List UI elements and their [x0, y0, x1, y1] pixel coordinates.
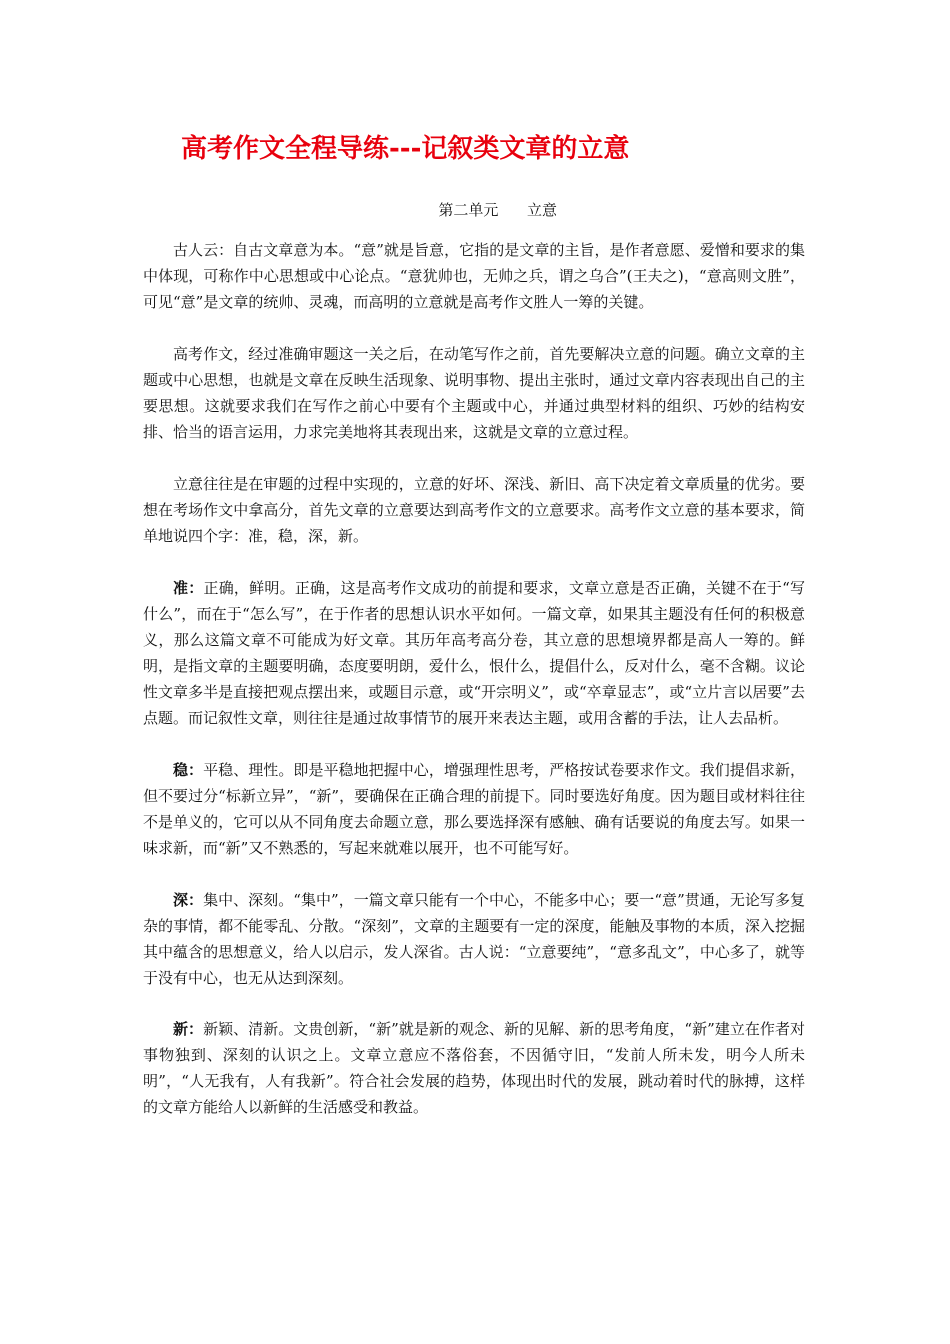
paragraph-text: 正确，鲜明。正确，这是高考作文成功的前提和要求，文章立意是否正确，关键不在于“写什么”，而在于“怎么写”，在于作者的思想认识水平如何。一篇文章，如果其主题没有任何的积极意义，那么这篇文章不可能成为好文章。其历年高考高分卷，其立意的思想境界都是高人一筹的。鲜明，是指文章的主题要明确，态度要明朗，爱什么，恨什么，提倡什么，反对什么，毫不含糊。议论性文章多半是直接把观点摆出来，或题目示意，或“开宗明义”，或“卒章显志”，或“立片言以居要”去点题。而记叙性文章，则往往是通过故事情节的展开来表达主题，或用含蓄的手法，让人去品析。 [143, 579, 805, 727]
paragraph-text: 立意往往是在审题的过程中实现的，立意的好坏、深浅、新旧、高下决定着文章质量的优劣。要想在考场作文中拿高分，首先文章的立意要达到高考作文的立意要求。高考作文立意的基本要求，简单地说四个字：准，稳，深，新。 [143, 475, 805, 545]
document-page [143, 128, 805, 1146]
paragraph-new [143, 1016, 805, 1120]
paragraph-accurate [143, 575, 805, 731]
paragraph-deep [143, 887, 805, 991]
paragraph-lead: 稳： [173, 761, 204, 779]
paragraph-lead: 新： [173, 1020, 204, 1038]
paragraph-text: 集中、深刻。“集中”，一篇文章只能有一个中心，不能多中心；要一“意”贯通，无论写多复杂的事情，都不能零乱、分散。“深刻”，文章的主题要有一定的深度，能触及事物的本质，深入挖掘其中蕴含的思想意义，给人以启示，发人深省。古人说：“立意要纯”，“意多乱文”，中心多了，就等于没有中心，也无从达到深刻。 [143, 891, 805, 987]
paragraph-process [143, 341, 805, 445]
paragraph-text: 高考作文，经过准确审题这一关之后，在动笔写作之前，首先要解决立意的问题。确立文章的主题或中心思想，也就是文章在反映生活现象、说明事物、提出主张时，通过文章内容表现出自己的主要思想。这就要求我们在写作之前心中要有个主题或中心，并通过典型材料的组织、巧妙的结构安排、恰当的语言运用，力求完美地将其表现出来，这就是文章的立意过程。 [143, 345, 805, 441]
paragraph-steady [143, 757, 805, 861]
paragraph-lead: 深： [173, 891, 204, 909]
document-title: 高考作文全程导练---记叙类文章的立意 [181, 134, 630, 164]
paragraph-requirements [143, 471, 805, 549]
paragraph-text: 古人云：自古文章意为本。“意”就是旨意，它指的是文章的主旨，是作者意愿、爱憎和要求的集中体现，可称作中心思想或中心论点。“意犹帅也，无帅之兵，谓之乌合”(王夫之)，“意高则文胜”，可见“意”是文章的统帅、灵魂，而高明的立意就是高考作文胜人一筹的关键。 [143, 241, 805, 311]
unit-subtitle: 第二单元 立意 [438, 201, 557, 219]
paragraph-text: 平稳、理性。即是平稳地把握中心，增强理性思考，严格按试卷要求作文。我们提倡求新，但不要过分“标新立异”，“新”，要确保在正确合理的前提下。同时要选好角度。因为题目或材料往往不是单义的，它可以从不同角度去命题立意，那么要选择深有感触、确有话要说的角度去写。如果一味求新，而“新”又不熟悉的，写起来就难以展开，也不可能写好。 [143, 761, 805, 857]
paragraph-intro [143, 237, 805, 315]
paragraph-lead: 准： [173, 579, 204, 597]
paragraph-text: 新颖、清新。文贵创新，“新”就是新的观念、新的见解、新的思考角度，“新”建立在作者对事物独到、深刻的认识之上。文章立意应不落俗套，不因循守旧，“发前人所未发，明今人所未明”，“人无我有，人有我新”。符合社会发展的趋势，体现出时代的发展，跳动着时代的脉搏，这样的文章方能给人以新鲜的生活感受和教益。 [143, 1020, 805, 1116]
